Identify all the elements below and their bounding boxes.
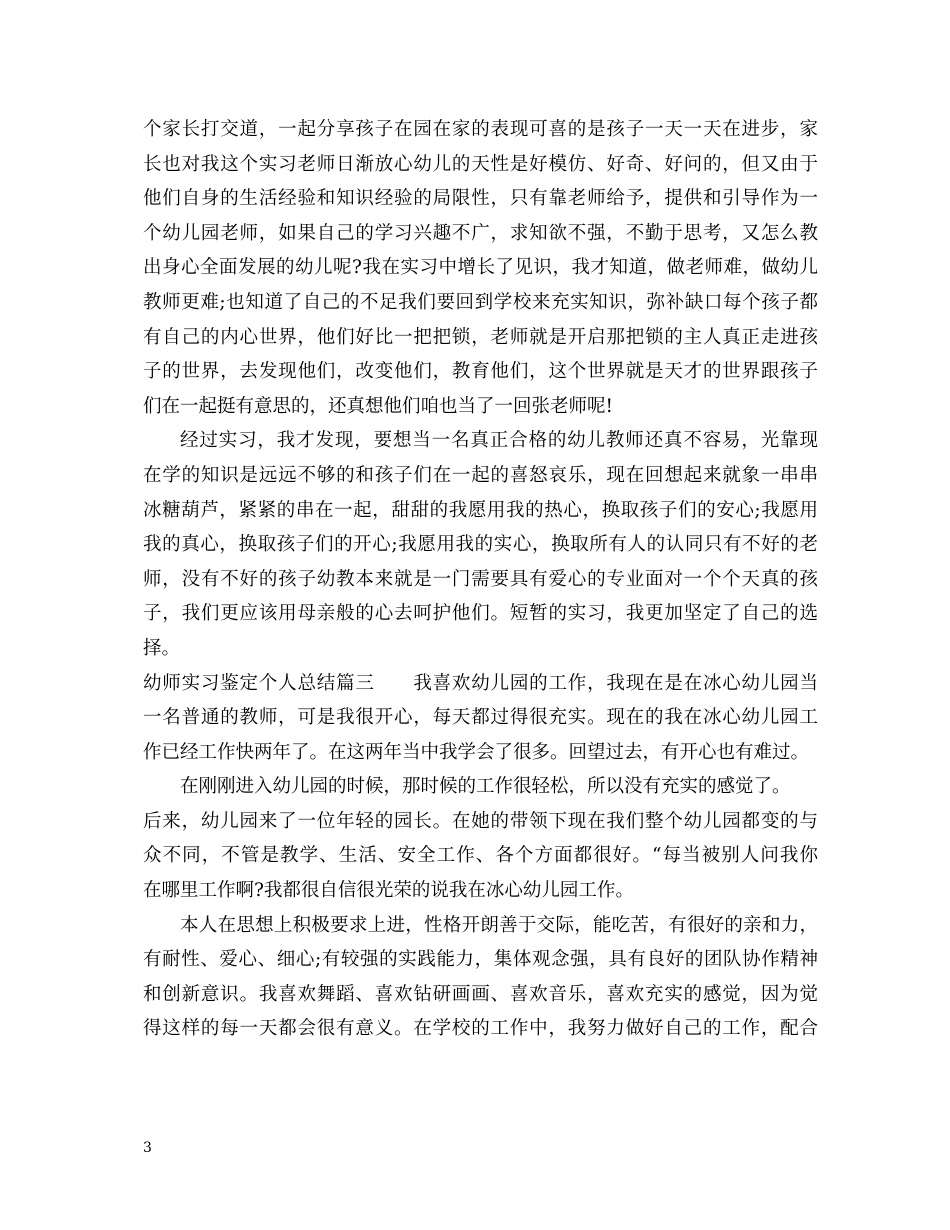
text-line: 他们自身的生活经验和知识经验的局限性，只有靠老师给予，提供和引导作为一 [143,188,818,210]
text-line: 本人在思想上积极要求上进，性格开朗善于交际，能吃苦，有很好的亲和力， [180,914,818,936]
text-line: 得这样的每一天都会很有意义。在学校的工作中，我努力做好自己的工作，配合 [143,1018,818,1040]
text-line: 子的世界，去发现他们，改变他们，教育他们，这个世界就是天才的世界跟孩子 [143,361,818,383]
text-line: 和创新意识。我喜欢舞蹈、喜欢钻研画画、喜欢音乐，喜欢充实的感觉，因为觉 [143,983,818,1005]
text-line: 教师更难;也知道了自己的不足我们要回到学校来充实知识，弥补缺口每个孩子都 [143,291,818,313]
text-line: 有耐性、爱心、细心;有较强的实践能力，集体观念强，具有良好的团队协作精神 [143,949,818,971]
text-line: 出身心全面发展的幼儿呢?我在实习中增长了见识，我才知道，做老师难，做幼儿 [143,257,818,279]
text-line: 在哪里工作啊?我都很自信很光荣的说我在冰心幼儿园工作。 [143,880,634,902]
text-line: 有自己的内心世界，他们好比一把把锁，老师就是开启那把锁的主人真正走进孩 [143,326,818,348]
text-line: 冰糖葫芦，紧紧的串在一起，甜甜的我愿用我的热心，换取孩子们的安心;我愿用 [143,499,818,521]
page-number: 3 [143,1140,152,1156]
text-line: 一名普通的教师，可是我很开心，每天都过得很充实。现在的我在冰心幼儿园工 [143,707,818,729]
text-line: 们在一起挺有意思的，还真想他们咱也当了一回张老师呢! [143,395,613,417]
text-line: 择。 [143,637,181,659]
text-line: 作已经工作快两年了。在这两年当中我学会了很多。回望过去，有开心也有难过。 [143,741,810,763]
text-line: 幼师实习鉴定个人总结篇三 我喜欢幼儿园的工作，我现在是在冰心幼儿园当 [143,672,818,694]
text-line: 在刚刚进入幼儿园的时候，那时候的工作很轻松，所以没有充实的感觉了。 [180,776,791,798]
text-line: 子，我们更应该用母亲般的心去呵护他们。短暂的实习，我更加坚定了自己的选 [143,603,818,625]
text-line: 我的真心，换取孩子们的开心;我愿用我的实心，换取所有人的认同只有不好的老 [143,534,818,556]
document-body [143,113,818,1047]
text-line: 个家长打交道，一起分享孩子在园在家的表现可喜的是孩子一天一天在进步，家 [143,119,818,140]
text-line: 后来，幼儿园来了一位年轻的园长。在她的带领下现在我们整个幼儿园都变的与 [143,810,818,832]
text-line: 个幼儿园老师，如果自己的学习兴趣不广，求知欲不强，不勤于思考，又怎么教 [143,222,818,244]
text-line: 长也对我这个实习老师日渐放心幼儿的天性是好模仿、好奇、好问的，但又由于 [143,153,818,175]
text-line: 经过实习，我才发现，要想当一名真正合格的幼儿教师还真不容易，光靠现 [180,430,818,452]
text-line: 在学的知识是远远不够的和孩子们在一起的喜怒哀乐，现在回想起来就象一串串 [143,464,818,486]
text-line: 众不同，不管是教学、生活、安全工作、各个方面都很好。“每当被别人问我你 [143,845,818,867]
text-line: 师，没有不好的孩子幼教本来就是一门需要具有爱心的专业面对一个个天真的孩 [143,568,818,590]
